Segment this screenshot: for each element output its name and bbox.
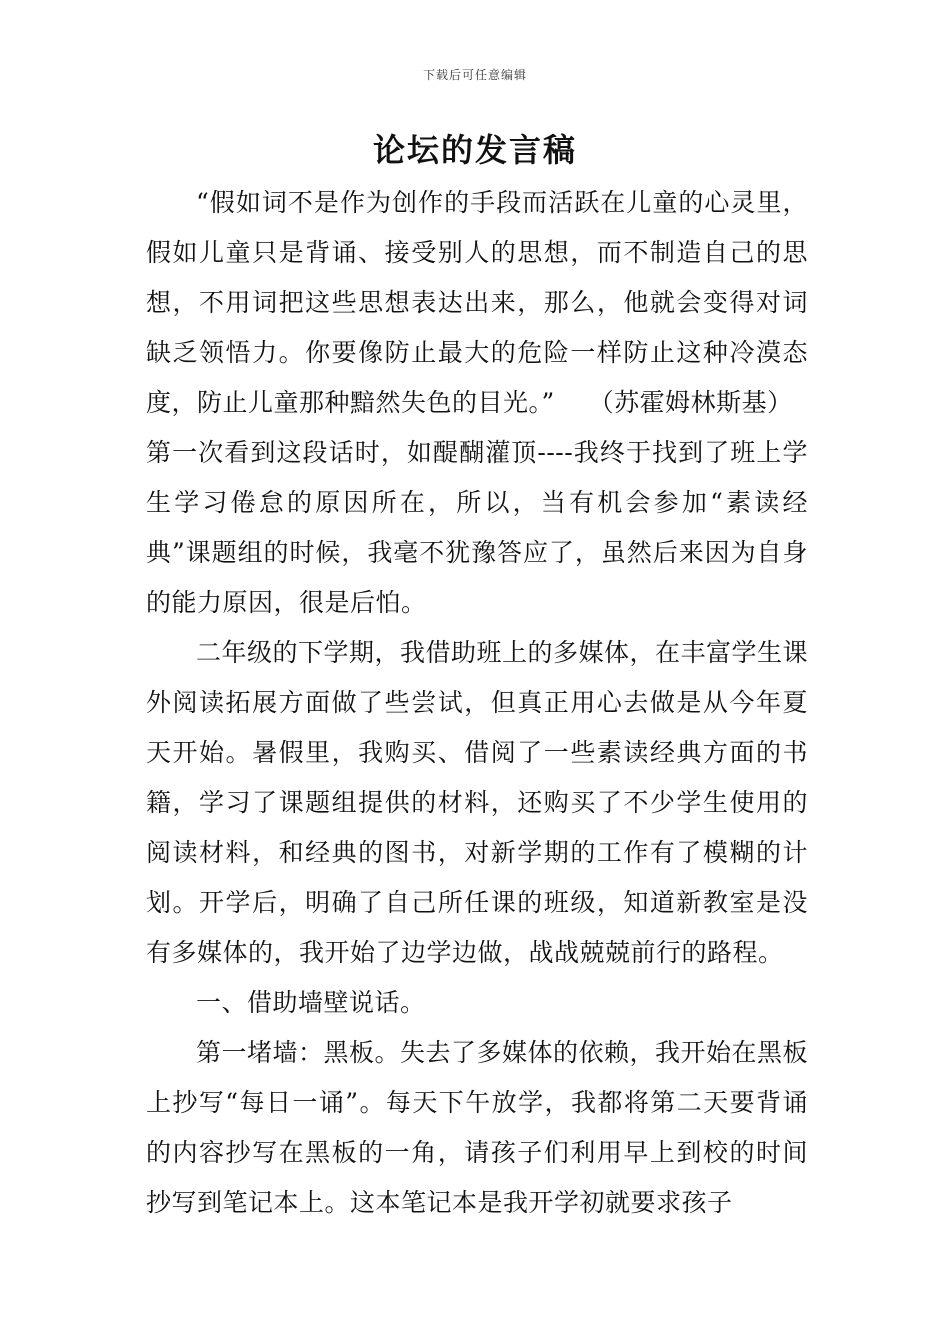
quote-attribution: （苏霍姆林斯基）	[588, 388, 793, 417]
section-heading-1: 一、借助墙壁说话。	[196, 988, 426, 1017]
document-body	[146, 178, 808, 1228]
reflection-paragraph: 第一次看到这段话时，如醍醐灌顶----我终于找到了班上学生学习倦怠的原因所在，所以，当有机会参加“素读经典”课题组的时候，我毫不犹豫答应了，虽然后来因为自身的能力原因，很是后怕。	[146, 438, 808, 617]
paragraph-3: 第一堵墙：黑板。失去了多媒体的依赖，我开始在黑板上抄写“每日一诵”。每天下午放学，我都将第二天要背诵的内容抄写在黑板的一角，请孩子们利用早上到校的时间抄写到笔记本上。这本笔记本是我开学初就要求孩子	[146, 1038, 809, 1217]
document-title: 论坛的发言稿	[372, 131, 577, 169]
header-note: 下载后可任意编辑	[422, 68, 527, 82]
quote-paragraph	[146, 178, 808, 428]
quote-text: “假如词不是作为创作的手段而活跃在儿童的心灵里，假如儿童只是背诵、接受别人的思想，而不制造自己的思想，不用词把这些思想表达出来，那么，他就会变得对词缺乏领悟力。你要像防止最大的危险一样防止这种冷漠态度，防止儿童那种黯然失色的目光。”	[146, 188, 808, 417]
paragraph-2: 二年级的下学期，我借助班上的多媒体，在丰富学生课外阅读拓展方面做了些尝试，但真正用心去做是从今年夏天开始。暑假里，我购买、借阅了一些素读经典方面的书籍，学习了课题组提供的材料，还购买了不少学生使用的阅读材料，和经典的图书，对新学期的工作有了模糊的计划。开学后，明确了自己所任课的班级，知道新教室是没有多媒体的，我开始了边学边做，战战兢兢前行的路程。	[146, 638, 809, 967]
